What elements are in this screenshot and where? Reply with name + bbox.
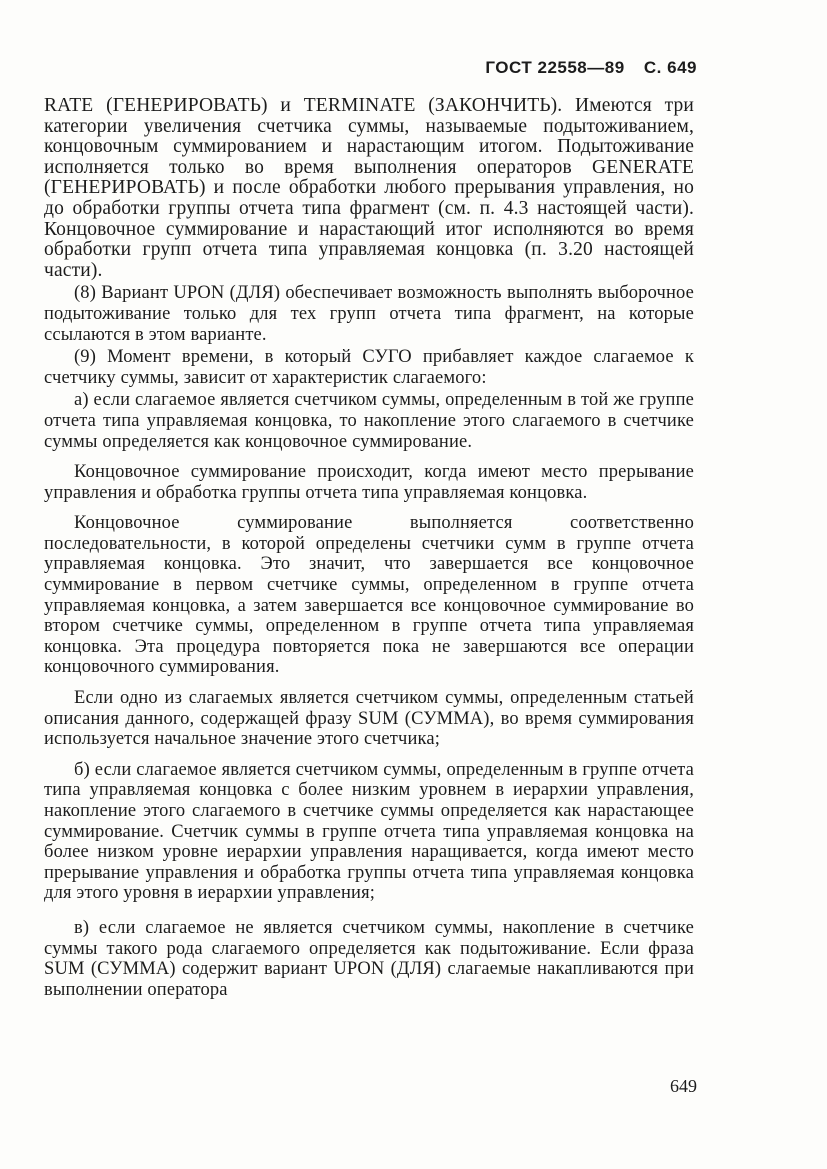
paragraph-item-9: (9) Момент времени, в который СУГО прибавляет каждое слагаемое к счетчику суммы, зависит от характеристик слагаемого:	[44, 347, 694, 388]
body-text	[44, 96, 694, 1002]
standard-number: ГОСТ 22558—89	[485, 58, 625, 77]
paragraph-item-a: а) если слагаемое является счетчиком суммы, определенным в той же группе отчета типа управляемая концовка, то накопление этого слагаемого в счетчике суммы определяется как концовочное суммирование.	[44, 390, 694, 452]
paragraph-summation-order: Концовочное суммирование выполняется соответственно последовательности, в которой определены счетчики сумм в группе отчета управляемая концовка. Это значит, что завершается все концовочное суммирование в первом счетчике суммы, определенном в группе отчета управляемая концовка, а затем завершается все концовочное суммирование во втором счетчике суммы, определенном в группе отчета типа управляемая концовка. Эта процедура повторяется пока не завершаются все операции концовочного суммирования.	[44, 513, 694, 678]
paragraph-continuation: RATE (ГЕНЕРИРОВАТЬ) и TERMINATE (ЗАКОНЧИТЬ). Имеются три категории увеличения счетчика суммы, называемые подытоживанием, концовочным суммированием и нарастающим итогом. Подытоживание исполняется только во время выполнения операторов GENERATE (ГЕНЕРИРОВАТЬ) и после обработки любого прерывания управления, но до обработки группы отчета типа фрагмент (см. п. 4.3 настоящей части). Концовочное суммирование и нарастающий итог исполняются во время обработки групп отчета типа управляемая концовка (п. 3.20 настоящей части).	[44, 95, 694, 281]
paragraph-item-b: б) если слагаемое является счетчиком суммы, определенным в группе отчета типа управляемая концовка с более низким уровнем в иерархии управления, накопление этого слагаемого в счетчике суммы определяется как нарастающее суммирование. Счетчик суммы в группе отчета типа управляемая концовка на более низком уровне иерархии управления наращивается, когда имеют место прерывание управления и обработка группы отчета типа управляемая концовка для этого уровня в иерархии управления;	[44, 759, 694, 904]
paragraph-item-8: (8) Вариант UPON (ДЛЯ) обеспечивает возможность выполнять выборочное подытоживание только для тех групп отчета типа фрагмент, на которые ссылаются в этом варианте.	[44, 283, 694, 345]
page-label: С. 649	[643, 58, 697, 77]
page-header	[485, 58, 697, 78]
paragraph-item-v: в) если слагаемое не является счетчиком суммы, накопление в счетчике суммы такого рода слагаемого определяется как подытоживание. Если фраза SUM (СУММА) содержит вариант UPON (ДЛЯ) слагаемые накапливаются при выполнении оператора	[44, 917, 694, 1000]
paragraph-sum-counter: Если одно из слагаемых является счетчиком суммы, определенным статьей описания данного, содержащей фразу SUM (СУММА), во время суммирования используется начальное значение этого счетчика;	[44, 688, 694, 750]
paragraph-concluding-summation: Концовочное суммирование происходит, когда имеют место прерывание управления и обработка группы отчета типа управляемая концовка.	[44, 462, 694, 503]
page-number: 649	[670, 1076, 697, 1096]
